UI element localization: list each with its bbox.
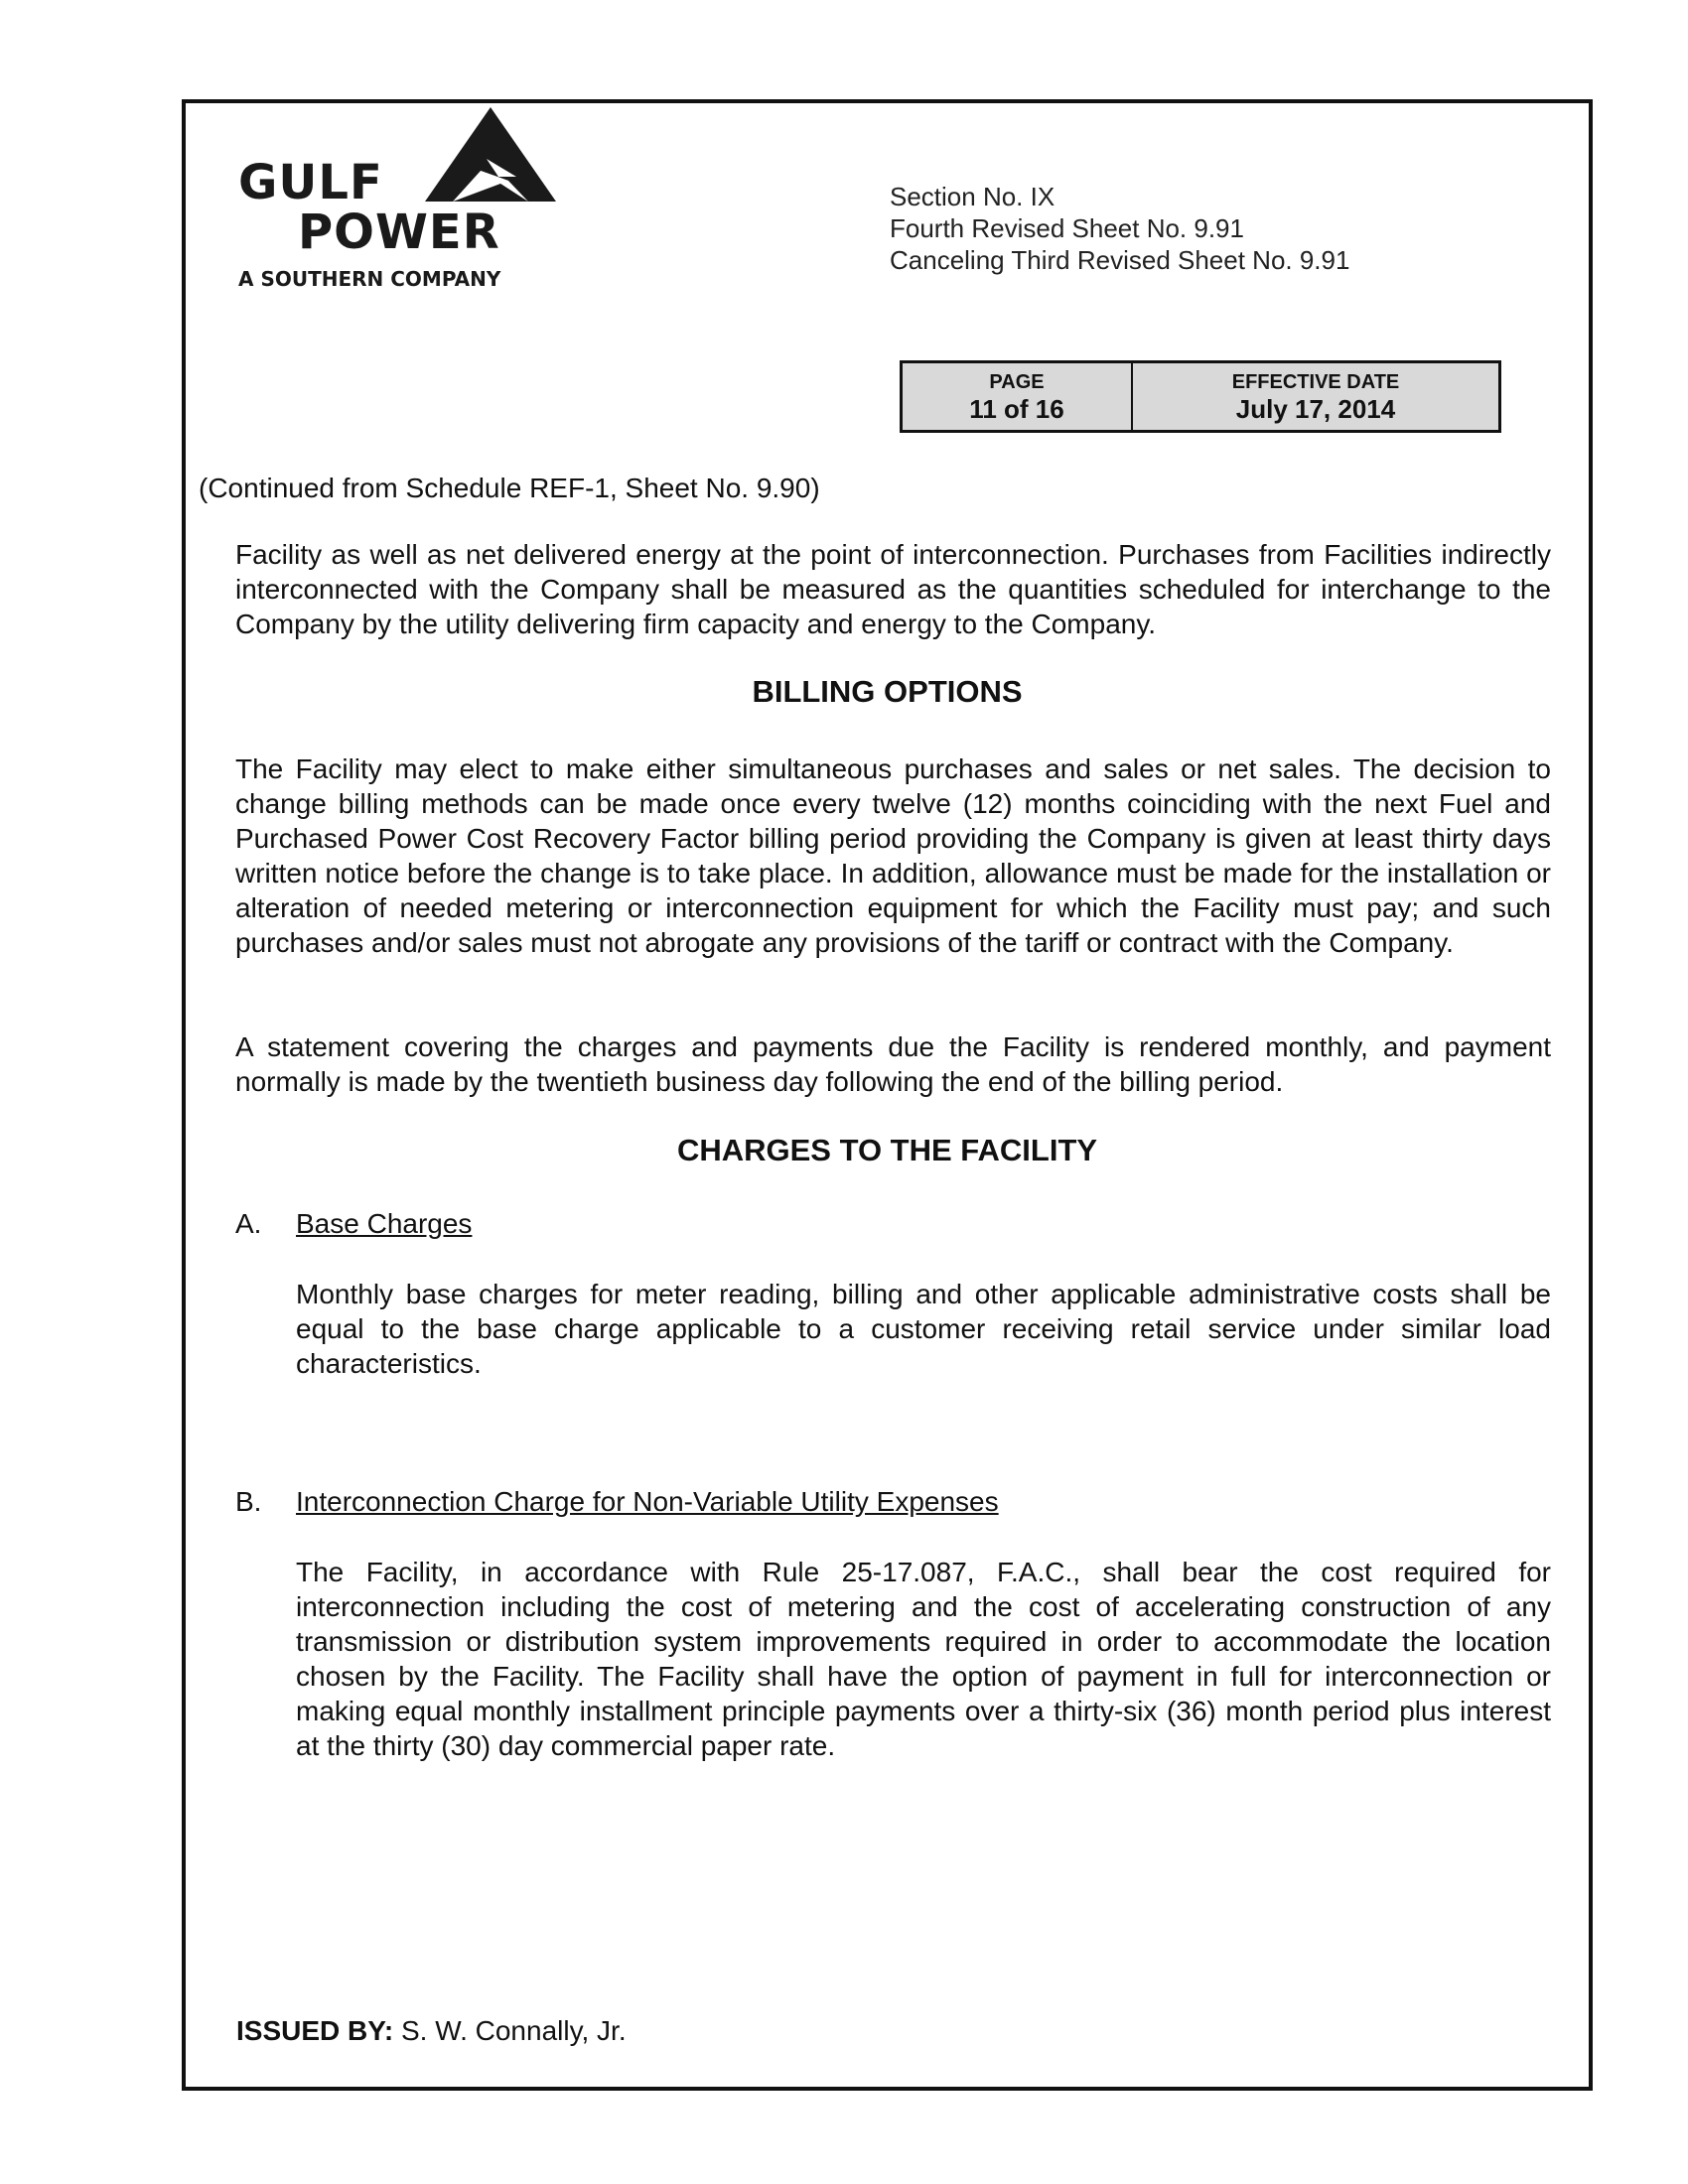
page-value: 11 of 16 [969,393,1064,424]
gulf-power-triangle-logo-icon [425,107,556,202]
issued-by [236,2013,627,2049]
charges-heading: CHARGES TO THE FACILITY [676,1133,1098,1167]
effective-date-cell [1133,363,1498,430]
section-number: Section No. IX [890,182,1055,211]
logo-tagline: A SOUTHERN COMPANY [238,267,501,291]
page-cell [903,363,1133,430]
issued-by-name: S. W. Connally, Jr. [400,2015,627,2046]
issued-by-label: ISSUED BY: [236,2015,394,2046]
logo-line2: POWER [298,205,500,260]
revised-sheet: Fourth Revised Sheet No. 9.91 [890,213,1244,243]
company-logo [238,107,556,296]
charge-item-b-text: The Facility, in accordance with Rule 25-17.087, F.A.C., shall bear the cost required for interconnection including the cost of metering and the cost of accelerating construction of any transmission or distribution system improvements required in order to accommodate the location chosen by the Facility. The Facility shall have the option of payment in full for interconnection or making equal monthly installment principle payments over a thirty-six (36) month period plus interest at the thirty (30) day commercial paper rate. [296,1557,1551,1761]
billing-options-paragraph-1: The Facility may elect to make either simultaneous purchases and sales or net sales. The decision to change billing methods can be made once every twelve (12) months coinciding with the next Fuel and Purchased Power Cost Recovery Factor billing period providing the Company is given at least thirty days written notice before the change is to take place. In addition, allowance must be made for the installation or alteration of needed metering or interconnection equipment for which the Facility must pay; and such purchases and/or sales must not abrogate any provisions of the tariff or contract with the Company. [235,753,1551,958]
canceling-sheet: Canceling Third Revised Sheet No. 9.91 [890,245,1350,275]
effective-date-label: EFFECTIVE DATE [1231,370,1400,393]
page-date-box [900,360,1501,433]
charge-item-title: Interconnection Charge for Non-Variable Utility Expenses [296,1486,999,1517]
page-label: PAGE [989,370,1045,393]
billing-options-heading: BILLING OPTIONS [752,674,1023,709]
charge-item-title: Base Charges [296,1208,473,1239]
charge-item-letter: B. [235,1486,262,1517]
intro-paragraph: Facility as well as net delivered energy at the point of interconnection. Purchases from Facilities indirectly interconnected with the Company shall be measured as the quantities scheduled for interchange to the Company by the utility delivering firm capacity and energy to the Company. [235,539,1551,639]
continued-note: (Continued from Schedule REF-1, Sheet No. 9.90) [199,473,820,503]
effective-date-value: July 17, 2014 [1235,393,1396,424]
logo-line1: GULF [238,155,383,210]
charge-item-letter: A. [235,1208,262,1239]
charge-item-a-text: Monthly base charges for meter reading, billing and other applicable administrative costs shall be equal to the base charge applicable to a customer receiving retail service under similar load characteristics. [296,1279,1551,1379]
sheet-info [890,181,1349,276]
billing-options-paragraph-2: A statement covering the charges and payments due the Facility is rendered monthly, and payment normally is made by the twentieth business day following the end of the billing period. [235,1031,1551,1097]
